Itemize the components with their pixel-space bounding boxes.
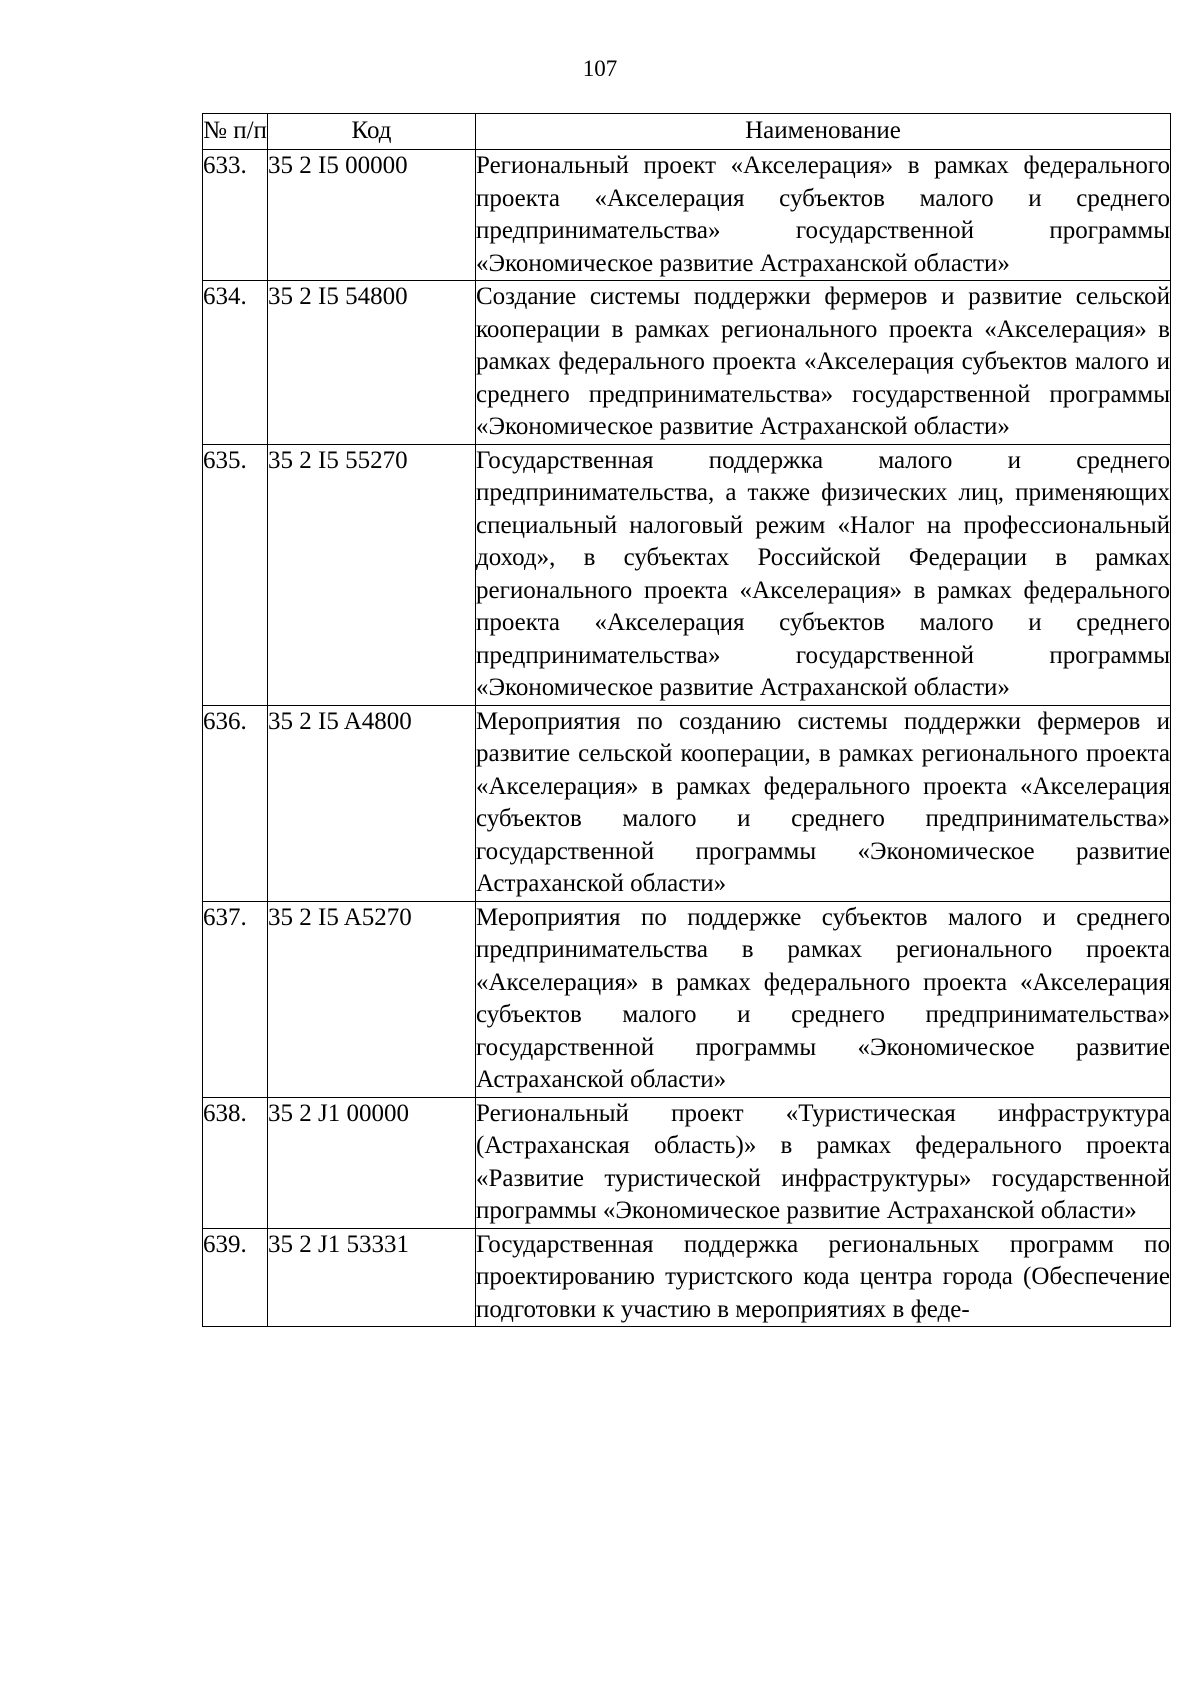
row-number: 636. xyxy=(203,705,268,901)
table-body xyxy=(203,150,1171,1327)
table-header xyxy=(203,114,1171,150)
table-row xyxy=(203,150,1171,281)
row-code: 35 2 I5 A4800 xyxy=(268,705,476,901)
row-name: Государственная поддержка малого и среднего предпринимательства, а также физических лиц, применяющих специальный налоговый режим «Налог на профессиональный доход», в субъектах Российской Федерации в рамках регионального проекта «Акселерация» в рамках федерального проекта «Акселерация субъектов малого и среднего предпринимательства» государственной программы «Экономическое развитие Астраханской области» xyxy=(476,444,1171,705)
row-number: 637. xyxy=(203,901,268,1097)
row-code: 35 2 J1 53331 xyxy=(268,1228,476,1327)
row-name: Мероприятия по поддержке субъектов малого и среднего предпринимательства в рамках регионального проекта «Акселерация» в рамках федерального проекта «Акселерация субъектов малого и среднего предпринимательства» государственной программы «Экономическое развитие Астраханской области» xyxy=(476,901,1171,1097)
row-name: Государственная поддержка региональных программ по проектированию туристского кода центра города (Обеспечение подготовки к участию в мероприятиях в феде- xyxy=(476,1228,1171,1327)
registry-table xyxy=(202,113,1171,1327)
row-number: 638. xyxy=(203,1097,268,1228)
row-number: 639. xyxy=(203,1228,268,1327)
page-number: 107 xyxy=(582,56,618,81)
row-code: 35 2 J1 00000 xyxy=(268,1097,476,1228)
header-row xyxy=(203,114,1171,150)
row-number: 633. xyxy=(203,150,268,281)
row-code: 35 2 I5 55270 xyxy=(268,444,476,705)
row-code: 35 2 I5 A5270 xyxy=(268,901,476,1097)
row-code: 35 2 I5 54800 xyxy=(268,281,476,445)
row-name: Создание системы поддержки фермеров и развитие сельской кооперации в рамках регионального проекта «Акселерация» в рамках федерального проекта «Акселерация субъектов малого и среднего предпринимательства» государственной программы «Экономическое развитие Астраханской области» xyxy=(476,281,1171,445)
table-row xyxy=(203,705,1171,901)
header-num: № п/п xyxy=(203,114,268,150)
table-row xyxy=(203,901,1171,1097)
row-number: 634. xyxy=(203,281,268,445)
header-name: Наименование xyxy=(476,114,1171,150)
row-number: 635. xyxy=(203,444,268,705)
row-name: Мероприятия по созданию системы поддержки фермеров и развитие сельской кооперации, в рамках регионального проекта «Акселерация» в рамках федерального проекта «Акселерация субъектов малого и среднего предпринимательства» государственной программы «Экономическое развитие Астраханской области» xyxy=(476,705,1171,901)
table-row xyxy=(203,281,1171,445)
table-row xyxy=(203,444,1171,705)
row-name: Региональный проект «Акселерация» в рамках федерального проекта «Акселерация субъектов малого и среднего предпринимательства» государственной программы «Экономическое развитие Астраханской области» xyxy=(476,150,1171,281)
row-code: 35 2 I5 00000 xyxy=(268,150,476,281)
header-code: Код xyxy=(268,114,476,150)
table-row xyxy=(203,1097,1171,1228)
row-name: Региональный проект «Туристическая инфраструктура (Астраханская область)» в рамках федерального проекта «Развитие туристической инфраструктуры» государственной программы «Экономическое развитие Астраханской области» xyxy=(476,1097,1171,1228)
table-row xyxy=(203,1228,1171,1327)
